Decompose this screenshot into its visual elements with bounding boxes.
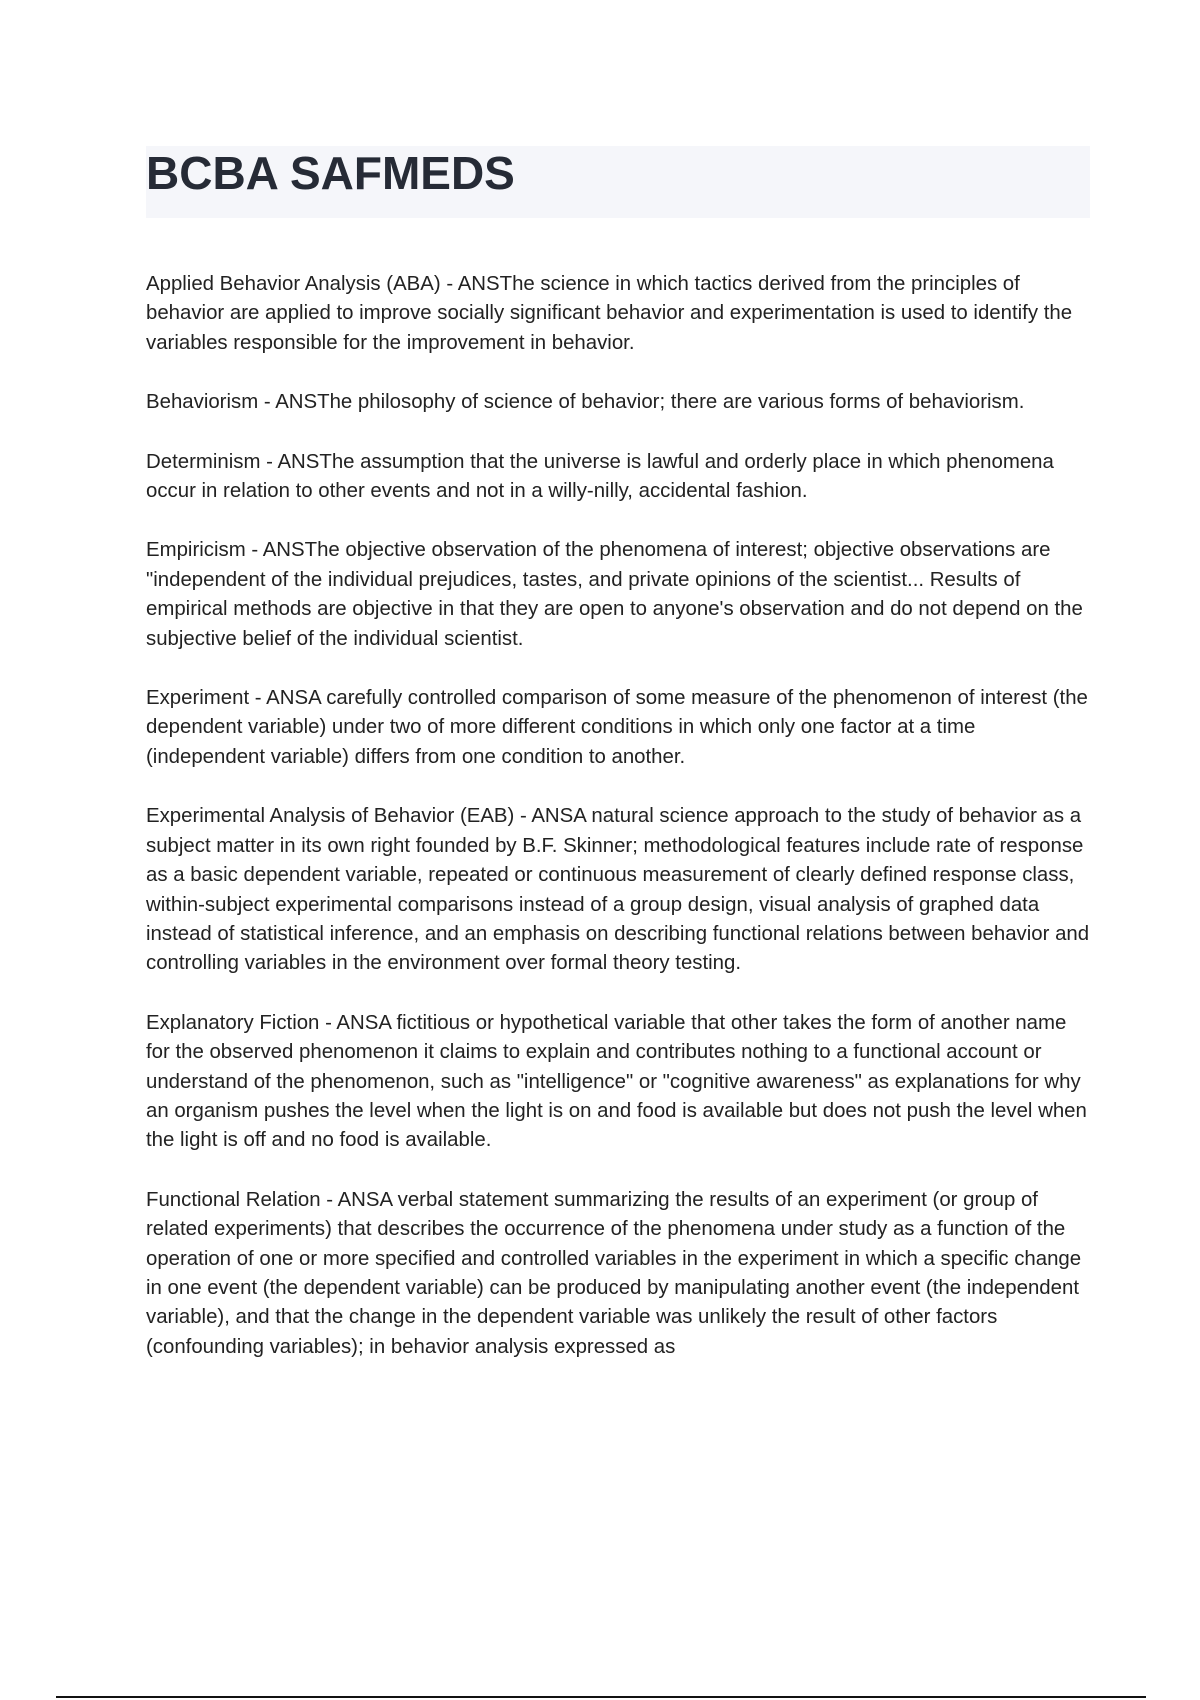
entry-separator: - [245, 539, 263, 562]
entry-answer: ANSA verbal statement summarizing the results of an experiment (or group of related experiments) that describes the occurrence of the phenomena under study as a function of the operation of one or more specified and controlled variables in the experiment in which a specific change in one event (the dependent variable) can be produced by manipulating another event (the independent variable), and that the change in the dependent variable was unlikely the result of other factors (confounding variables); in behavior analysis expressed as [146, 1188, 1082, 1358]
entry-separator: - [249, 687, 267, 710]
flashcard-entry [146, 448, 1092, 507]
page-title: BCBA SAFMEDS [146, 147, 515, 199]
entry-answer: ANSThe science in which tactics derived from the principles of behavior are applied to improve socially significant behavior and experimentation is used to identify the variables responsible for the improvement in behavior. [146, 273, 1073, 354]
flashcard-entry [146, 684, 1092, 772]
entry-answer: ANSA natural science approach to the study of behavior as a subject matter in its own right founded by B.F. Skinner; methodological features include rate of response as a basic dependent variable, repeated or continuous measurement of clearly defined response class, within-subject experimental comparisons instead of a group design, visual analysis of graphed data instead of statistical inference, and an emphasis on describing functional relations between behavior and controlling variables in the environment over formal theory testing. [146, 805, 1090, 975]
entry-separator: - [258, 391, 276, 414]
flashcard-entry [146, 1009, 1092, 1156]
entry-term: Applied Behavior Analysis (ABA) [146, 273, 441, 295]
entry-term: Behaviorism [146, 391, 259, 414]
entry-separator: - [260, 450, 278, 473]
entry-answer: ANSThe objective observation of the phenomena of interest; objective observations are "independent of the individual prejudices, tastes, and private opinions of the scientist... Results of empirical methods are objective in that they are open to anyone's observation and do not depend on the subjective belief of the individual scientist. [146, 539, 1083, 650]
flashcard-entry [146, 388, 1092, 417]
entry-answer: ANSThe assumption that the universe is lawful and orderly place in which phenomena occur in relation to other events and not in a willy-nilly, accidental fashion. [146, 450, 1054, 503]
entry-separator: - [320, 1188, 338, 1211]
entry-separator: - [440, 273, 458, 295]
entry-answer: ANSA carefully controlled comparison of some measure of the phenomenon of interest (the dependent variable) under two of more different conditions in which only one factor at a time (independent variable) differs from one condition to another. [146, 687, 1088, 768]
entry-term: Experiment [146, 687, 250, 710]
flashcard-entry [146, 270, 1092, 358]
title-banner [146, 146, 1090, 218]
flashcard-entry [146, 536, 1092, 654]
flashcard-entry [146, 1186, 1092, 1362]
entry-term: Determinism [146, 450, 261, 473]
entry-answer: ANSThe philosophy of science of behavior; there are various forms of behaviorism. [275, 391, 1025, 414]
entry-separator: - [319, 1011, 337, 1034]
entry-separator: - [514, 805, 532, 828]
entry-term: Functional Relation [146, 1188, 321, 1211]
page-divider [56, 1696, 1146, 1698]
entry-term: Empiricism [146, 539, 246, 562]
flashcard-entry [146, 802, 1092, 978]
entry-answer: ANSA fictitious or hypothetical variable that other takes the form of another name for the observed phenomenon it claims to explain and contributes nothing to a functional account or understand of the phenomenon, such as "intelligence" or "cognitive awareness" as explanations for why an organism pushes the level when the light is on and food is available but does not push the level when the light is off and no food is available. [146, 1011, 1087, 1152]
entry-term: Experimental Analysis of Behavior (EAB) [146, 805, 515, 828]
entry-term: Explanatory Fiction [146, 1011, 320, 1034]
flashcard-list [146, 270, 1092, 1392]
